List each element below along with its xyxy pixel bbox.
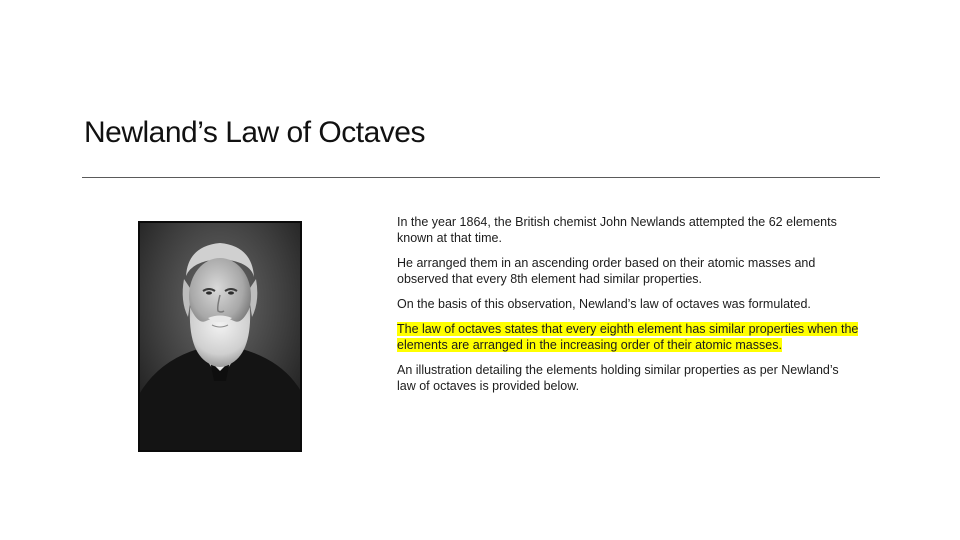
slide-title: Newland’s Law of Octaves	[84, 116, 425, 149]
definition-prefix: The	[397, 322, 423, 336]
highlight-mark	[397, 322, 858, 352]
paragraph-intro: In the year 1864, the British chemist John Newlands attempted the 62 elements known at that time.	[397, 215, 837, 245]
paragraph-arrangement: He arranged them in an ascending order based on their atomic masses and observed that every 8th element had similar properties.	[397, 256, 816, 286]
body-text	[397, 214, 859, 403]
definition-keyword: law of octaves	[422, 322, 502, 336]
title-divider	[82, 177, 880, 178]
paragraph-illustration-note: An illustration detailing the elements holding similar properties as per Newland’s law of octaves is provided below.	[397, 363, 839, 393]
paragraph-formulation: On the basis of this observation, Newland’s law of octaves was formulated.	[397, 297, 811, 311]
portrait-photo	[138, 221, 302, 452]
paragraph-definition-highlighted	[397, 321, 859, 353]
definition-text: states that every eighth element has similar properties when the elements are arranged in the increasing order of their atomic masses.	[397, 322, 859, 352]
portrait-illustration	[138, 221, 302, 452]
